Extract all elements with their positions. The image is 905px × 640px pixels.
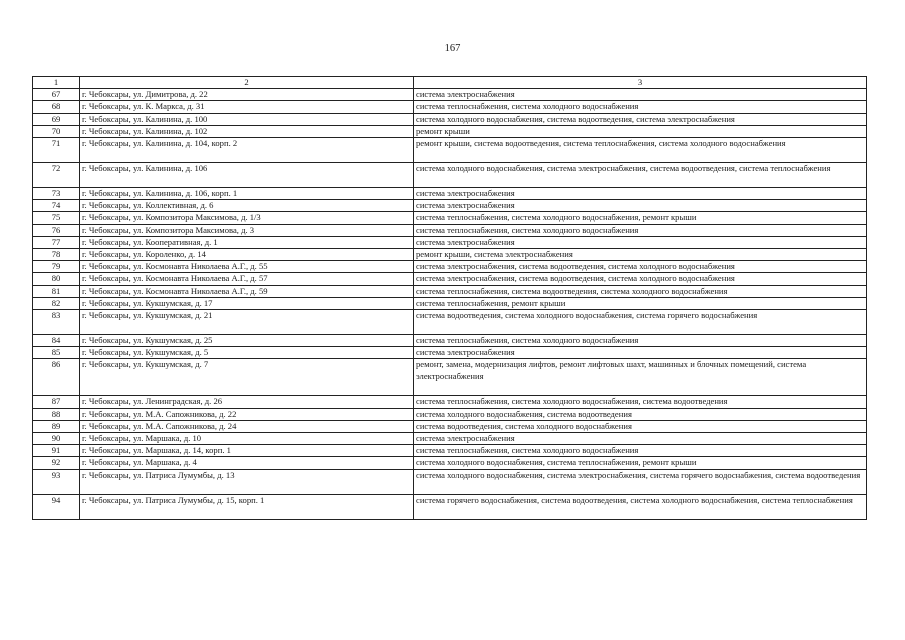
row-address: г. Чебоксары, ул. Космонавта Николаева А.Г., д. 59 xyxy=(80,285,414,297)
row-works: система электроснабжения xyxy=(414,89,867,101)
row-address: г. Чебоксары, ул. Патриса Лумумбы, д. 15, корп. 1 xyxy=(80,494,414,519)
row-number: 80 xyxy=(33,273,80,285)
works-table xyxy=(32,76,867,520)
row-works: система электроснабжения xyxy=(414,433,867,445)
row-address: г. Чебоксары, ул. Калинина, д. 106 xyxy=(80,163,414,188)
row-address: г. Чебоксары, ул. Калинина, д. 100 xyxy=(80,113,414,125)
row-works: система теплоснабжения, система холодного водоснабжения xyxy=(414,101,867,113)
row-address: г. Чебоксары, ул. Маршака, д. 4 xyxy=(80,457,414,469)
row-address: г. Чебоксары, ул. Калинина, д. 102 xyxy=(80,125,414,137)
row-number: 88 xyxy=(33,408,80,420)
row-number: 72 xyxy=(33,163,80,188)
row-works: ремонт крыши, система водоотведения, система теплоснабжения, система холодного водоснабжения xyxy=(414,138,867,163)
row-address: г. Чебоксары, ул. Короленко, д. 14 xyxy=(80,249,414,261)
row-works: система теплоснабжения, система водоотведения, система холодного водоснабжения xyxy=(414,285,867,297)
row-address: г. Чебоксары, ул. Патриса Лумумбы, д. 13 xyxy=(80,469,414,494)
table-row xyxy=(33,335,867,347)
row-number: 71 xyxy=(33,138,80,163)
page-number: 167 xyxy=(444,43,461,54)
table-row xyxy=(33,138,867,163)
table-row xyxy=(33,163,867,188)
row-address: г. Чебоксары, ул. Кукшумская, д. 7 xyxy=(80,359,414,396)
table-row xyxy=(33,113,867,125)
row-number: 75 xyxy=(33,212,80,224)
row-address: г. Чебоксары, ул. М.А. Сапожникова, д. 22 xyxy=(80,408,414,420)
row-number: 86 xyxy=(33,359,80,396)
table-body xyxy=(33,89,867,519)
table-row xyxy=(33,200,867,212)
row-works: система электроснабжения xyxy=(414,347,867,359)
table-row xyxy=(33,89,867,101)
row-number: 87 xyxy=(33,396,80,408)
table-header-row xyxy=(33,77,867,89)
row-works: система электроснабжения xyxy=(414,200,867,212)
row-address: г. Чебоксары, ул. Космонавта Николаева А.Г., д. 55 xyxy=(80,261,414,273)
row-address: г. Чебоксары, ул. Кукшумская, д. 5 xyxy=(80,347,414,359)
header-col-1: 1 xyxy=(33,77,80,89)
row-works: система теплоснабжения, система холодного водоснабжения, система водоотведения xyxy=(414,396,867,408)
row-works: система электроснабжения xyxy=(414,188,867,200)
table-row xyxy=(33,212,867,224)
header-col-2: 2 xyxy=(80,77,414,89)
table-row xyxy=(33,224,867,236)
row-works: система теплоснабжения, система холодного водоснабжения xyxy=(414,445,867,457)
row-address: г. Чебоксары, ул. Маршака, д. 10 xyxy=(80,433,414,445)
row-address: г. Чебоксары, ул. Маршака, д. 14, корп. 1 xyxy=(80,445,414,457)
row-works: система водоотведения, система холодного водоснабжения xyxy=(414,420,867,432)
row-number: 82 xyxy=(33,297,80,309)
row-number: 89 xyxy=(33,420,80,432)
table-row xyxy=(33,408,867,420)
row-address: г. Чебоксары, ул. Калинина, д. 104, корп. 2 xyxy=(80,138,414,163)
row-number: 84 xyxy=(33,335,80,347)
row-number: 67 xyxy=(33,89,80,101)
table-row xyxy=(33,420,867,432)
row-number: 68 xyxy=(33,101,80,113)
row-works: система холодного водоснабжения, система электроснабжения, система водоотведения, система теплоснабжения xyxy=(414,163,867,188)
row-number: 73 xyxy=(33,188,80,200)
table-row xyxy=(33,261,867,273)
row-address: г. Чебоксары, ул. Димитрова, д. 22 xyxy=(80,89,414,101)
row-works: система холодного водоснабжения, система водоотведения xyxy=(414,408,867,420)
table-row xyxy=(33,297,867,309)
row-address: г. Чебоксары, ул. К. Маркса, д. 31 xyxy=(80,101,414,113)
table-row xyxy=(33,469,867,494)
row-number: 91 xyxy=(33,445,80,457)
row-address: г. Чебоксары, ул. М.А. Сапожникова, д. 24 xyxy=(80,420,414,432)
row-works: система холодного водоснабжения, система электроснабжения, система горячего водоснабжения, система водоотведения xyxy=(414,469,867,494)
table-row xyxy=(33,445,867,457)
table-row xyxy=(33,310,867,335)
row-works: система электроснабжения, система водоотведения, система холодного водоснабжения xyxy=(414,261,867,273)
header-col-3: 3 xyxy=(414,77,867,89)
row-number: 74 xyxy=(33,200,80,212)
row-works: система теплоснабжения, система холодного водоснабжения, ремонт крыши xyxy=(414,212,867,224)
table-row xyxy=(33,396,867,408)
table-row xyxy=(33,249,867,261)
row-works: система теплоснабжения, система холодного водоснабжения xyxy=(414,335,867,347)
row-works: система теплоснабжения, система холодного водоснабжения xyxy=(414,224,867,236)
row-works: система горячего водоснабжения, система водоотведения, система холодного водоснабжения, система теплоснабжения xyxy=(414,494,867,519)
row-address: г. Чебоксары, ул. Кукшумская, д. 17 xyxy=(80,297,414,309)
row-works: система теплоснабжения, ремонт крыши xyxy=(414,297,867,309)
row-number: 76 xyxy=(33,224,80,236)
row-address: г. Чебоксары, ул. Композитора Максимова, д. 3 xyxy=(80,224,414,236)
table-row xyxy=(33,101,867,113)
row-works: ремонт крыши xyxy=(414,125,867,137)
row-works: система электроснабжения xyxy=(414,236,867,248)
table-row xyxy=(33,494,867,519)
table-row xyxy=(33,457,867,469)
row-number: 85 xyxy=(33,347,80,359)
row-number: 78 xyxy=(33,249,80,261)
row-address: г. Чебоксары, ул. Космонавта Николаева А.Г., д. 57 xyxy=(80,273,414,285)
row-number: 93 xyxy=(33,469,80,494)
row-works: система водоотведения, система холодного водоснабжения, система горячего водоснабжения xyxy=(414,310,867,335)
row-number: 90 xyxy=(33,433,80,445)
row-address: г. Чебоксары, ул. Коллективная, д. 6 xyxy=(80,200,414,212)
table-row xyxy=(33,433,867,445)
row-address: г. Чебоксары, ул. Кукшумская, д. 25 xyxy=(80,335,414,347)
row-number: 70 xyxy=(33,125,80,137)
row-number: 83 xyxy=(33,310,80,335)
row-works: ремонт, замена, модернизация лифтов, ремонт лифтовых шахт, машинных и блочных помещений, система электроснабжения xyxy=(414,359,867,396)
row-address: г. Чебоксары, ул. Кукшумская, д. 21 xyxy=(80,310,414,335)
table-row xyxy=(33,188,867,200)
row-address: г. Чебоксары, ул. Композитора Максимова, д. 1/3 xyxy=(80,212,414,224)
row-number: 94 xyxy=(33,494,80,519)
row-works: система холодного водоснабжения, система теплоснабжения, ремонт крыши xyxy=(414,457,867,469)
row-number: 81 xyxy=(33,285,80,297)
table-row xyxy=(33,285,867,297)
row-number: 77 xyxy=(33,236,80,248)
table-row xyxy=(33,359,867,396)
table-row xyxy=(33,236,867,248)
row-address: г. Чебоксары, ул. Кооперативная, д. 1 xyxy=(80,236,414,248)
row-address: г. Чебоксары, ул. Калинина, д. 106, корп. 1 xyxy=(80,188,414,200)
row-number: 79 xyxy=(33,261,80,273)
table-row xyxy=(33,347,867,359)
row-works: система холодного водоснабжения, система водоотведения, система электроснабжения xyxy=(414,113,867,125)
table-row xyxy=(33,273,867,285)
row-works: система электроснабжения, система водоотведения, система холодного водоснабжения xyxy=(414,273,867,285)
table-row xyxy=(33,125,867,137)
row-number: 69 xyxy=(33,113,80,125)
row-number: 92 xyxy=(33,457,80,469)
row-address: г. Чебоксары, ул. Ленинградская, д. 26 xyxy=(80,396,414,408)
row-works: ремонт крыши, система электроснабжения xyxy=(414,249,867,261)
